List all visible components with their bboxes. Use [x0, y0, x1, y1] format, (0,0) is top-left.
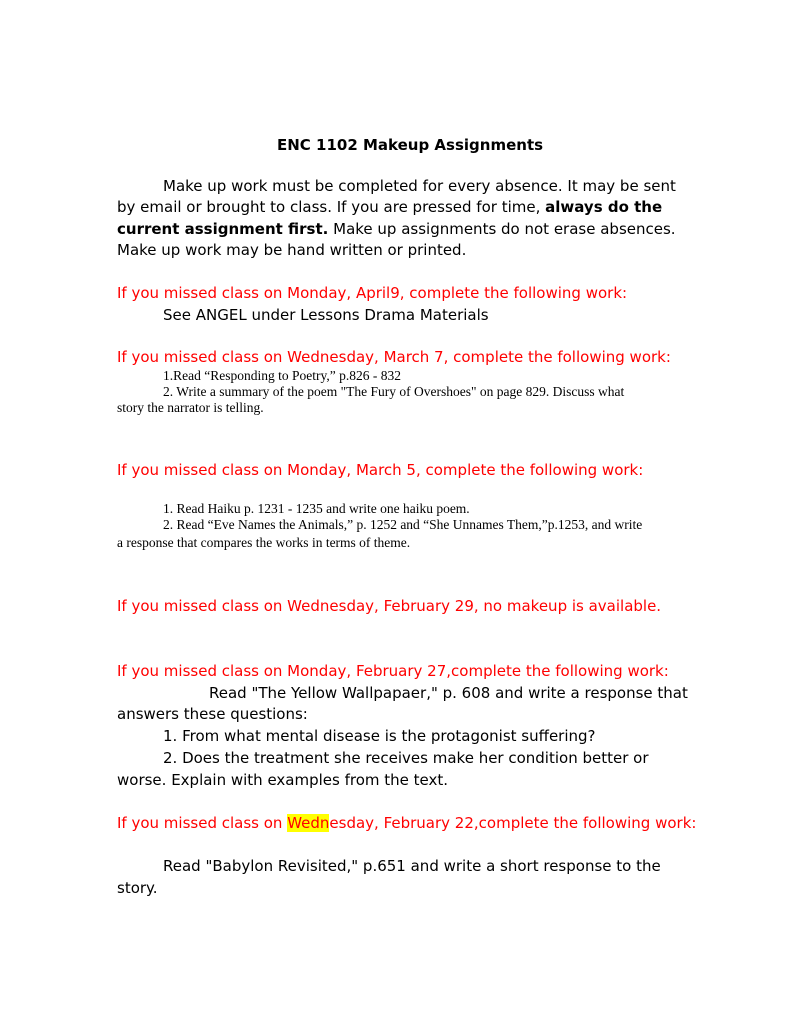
section-line: 2. Does the treatment she receives make her condition better or	[163, 749, 649, 767]
intro-line-4: Make up work may be hand written or printed.	[117, 241, 467, 259]
document-title: ENC 1102 Makeup Assignments	[277, 136, 544, 154]
section-line: story.	[117, 879, 158, 897]
highlighted-text: Wedn	[287, 814, 330, 832]
section-line: 1. From what mental disease is the protagonist suffering?	[163, 727, 596, 745]
section-line: 2. Read “Eve Names the Animals,” p. 1252 and “She Unnames Them,”p.1253, and write	[163, 517, 643, 532]
section-line: Read "Babylon Revisited," p.651 and write a short response to the	[163, 857, 661, 875]
section-line: See ANGEL under Lessons Drama Materials	[163, 306, 489, 324]
intro-line-3-text: Make up assignments do not erase absences.	[333, 220, 676, 238]
intro-line-2-text: by email or brought to class. If you are pressed for time,	[117, 198, 541, 216]
section-line: story the narrator is telling.	[117, 400, 264, 415]
heading-text: If you missed class on	[117, 814, 288, 832]
section-line: 2. Write a summary of the poem "The Fury of Overshoes" on page 829. Discuss what	[163, 384, 625, 399]
intro-line-1: Make up work must be completed for every absence. It may be sent	[163, 177, 676, 195]
heading-text: esday, February 22,complete the following work:	[329, 814, 697, 832]
intro-line-3	[117, 220, 676, 238]
section-line: Read "The Yellow Wallpapaer," p. 608 and write a response that	[209, 684, 688, 702]
section-heading-february-22	[117, 814, 696, 832]
intro-emphasis-1: always do the	[545, 198, 663, 216]
section-heading-april-9: If you missed class on Monday, April9, complete the following work:	[117, 284, 628, 302]
intro-line-2	[117, 198, 662, 216]
section-line: worse. Explain with examples from the text.	[117, 771, 449, 789]
section-heading-march-7: If you missed class on Wednesday, March 7, complete the following work:	[117, 348, 671, 366]
section-line: answers these questions:	[117, 705, 308, 723]
section-heading-march-5: If you missed class on Monday, March 5, complete the following work:	[117, 461, 644, 479]
section-heading-february-27: If you missed class on Monday, February 27,complete the following work:	[117, 662, 669, 680]
section-line: a response that compares the works in terms of theme.	[117, 535, 411, 550]
section-heading-february-29: If you missed class on Wednesday, February 29, no makeup is available.	[117, 597, 662, 615]
section-line: 1. Read Haiku p. 1231 - 1235 and write one haiku poem.	[163, 501, 470, 516]
intro-emphasis-2: current assignment first.	[117, 220, 329, 238]
section-line: 1.Read “Responding to Poetry,” p.826 - 832	[163, 368, 401, 383]
